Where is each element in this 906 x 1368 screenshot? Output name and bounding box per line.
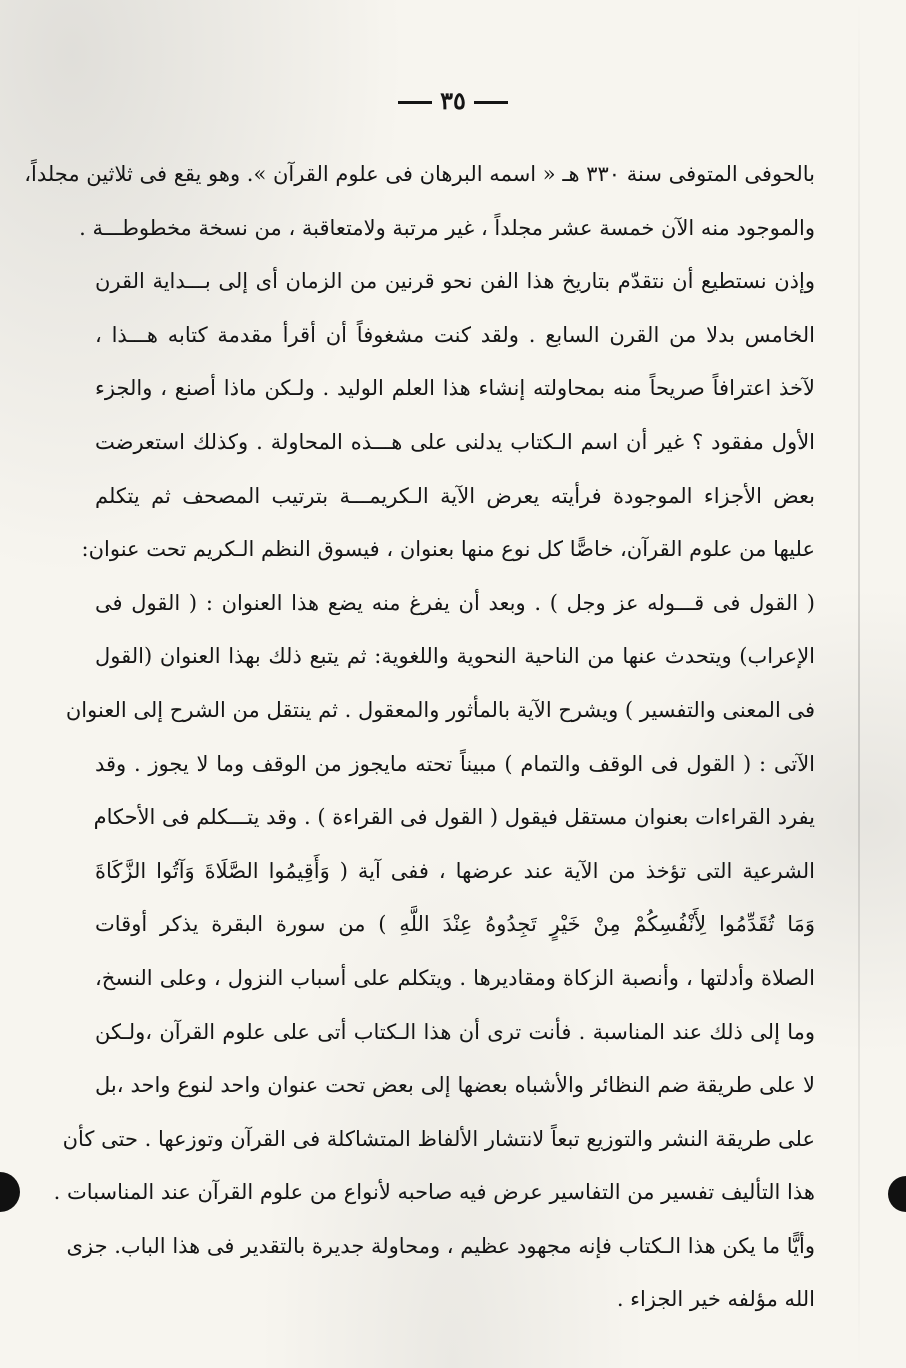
- text-line: ( القول فى قـــوله عز وجل ) . وبعد أن يفرغ منه يضع هذا العنوان : ( القول فى: [95, 590, 815, 615]
- text-line: هذا التأليف تفسير من التفاسير عرض فيه صاحبه لأنواع من علوم القرآن عند المناسبات .: [53, 1180, 815, 1205]
- text-line: الخامس بدلا من القرن السابع . ولقد كنت مشغوفاً أن أقرأ مقدمة كتابه هـــذا ،: [95, 322, 815, 347]
- text-line: الصلاة وأدلتها ، وأنصبة الزكاة ومقاديرها . ويتكلم على أسباب النزول ، وعلى النسخ،: [95, 965, 815, 990]
- text-line: الشرعية التى تؤخذ من الآية عند عرضها ، ففى آية ( وَأَقِيمُوا الصَّلَاةَ وَآتُوا الزَّكَاةَ: [95, 858, 815, 883]
- body-text: [24, 148, 816, 1327]
- text-line: يفرد القراءات بعنوان مستقل فيقول ( القول فى القراءة ) . وقد يتـــكلم فى الأحكام: [93, 805, 815, 830]
- text-line: بالحوفى المتوفى سنة ٣٣٠ هـ « اسمه البرهان فى علوم القرآن ». وهو يقع فى ثلاثين مجلداً،: [24, 162, 815, 186]
- left-dash: [474, 101, 508, 104]
- page-number-header: [0, 86, 906, 115]
- text-line: على طريقة النشر والتوزيع تبعاً لانتشار الألفاظ المتشاكلة فى القرآن وتوزعها . حتى كأن: [62, 1126, 815, 1151]
- text-line: وما إلى ذلك عند المناسبة . فأنت ترى أن هذا الـكتاب أتى على علوم القرآن ،ولـكن: [95, 1019, 815, 1044]
- text-line: عليها من علوم القرآن، خاصًّا كل نوع منها بعنوان ، فيسوق النظم الـكريم تحت عنوان:: [81, 537, 815, 562]
- right-dash: [398, 101, 432, 104]
- text-line: فى المعنى والتفسير ) ويشرح الآية بالمأثور والمعقول . ثم ينتقل من الشرح إلى العنوان: [65, 697, 815, 722]
- text-line: لا على طريقة ضم النظائر والأشباه بعضها إلى بعض تحت عنوان واحد لنوع واحد ،بل: [95, 1073, 815, 1098]
- text-line: الآتى : ( القول فى الوقف والتمام ) مبيناً تحته مايجوز من الوقف وما لا يجوز . وقد: [95, 751, 816, 776]
- text-line: وَمَا تُقَدِّمُوا لِأَنْفُسِكُمْ مِنْ خَيْرٍ تَجِدُوهُ عِنْدَ اللَّهِ ) من سورة البقرة يذكر أوقات: [95, 912, 815, 937]
- page-number: ٣٥: [440, 86, 466, 115]
- binding-hole-right: [888, 1176, 906, 1212]
- binding-hole-left: [0, 1172, 20, 1212]
- text-line: وأيًّا ما يكن هذا الـكتاب فإنه مجهود عظيم ، ومحاولة جديرة بالتقدير فى هذا الباب. جزى: [66, 1233, 815, 1258]
- text-line: الأول مفقود ؟ غير أن اسم الـكتاب يدلنى على هـــذه المحاولة . وكذلك استعرضت: [95, 429, 815, 454]
- text-line: وإذن نستطيع أن نتقدّم بتاريخ هذا الفن نحو قرنين من الزمان أى إلى بـــداية القرن: [95, 269, 815, 294]
- text-line: الإعراب) ويتحدث عنها من الناحية النحوية واللغوية: ثم يتبع ذلك بهذا العنوان (القول: [95, 644, 815, 669]
- text-line: والموجود منه الآن خمسة عشر مجلداً ، غير مرتبة ولامتعاقبة ، من نسخة مخطوطـــة .: [79, 215, 815, 240]
- page-fold-shadow: [858, 0, 860, 1368]
- text-line: بعض الأجزاء الموجودة فرأيته يعرض الآية الـكريمـــة بترتيب المصحف ثم يتكلم: [95, 483, 815, 508]
- text-line: لآخذ اعترافاً صريحاً منه بمحاولته إنشاء هذا العلم الوليد . ولـكن ماذا أصنع ، والجزء: [95, 376, 815, 401]
- text-line-last: الله مؤلفه خير الجزاء .: [616, 1287, 815, 1312]
